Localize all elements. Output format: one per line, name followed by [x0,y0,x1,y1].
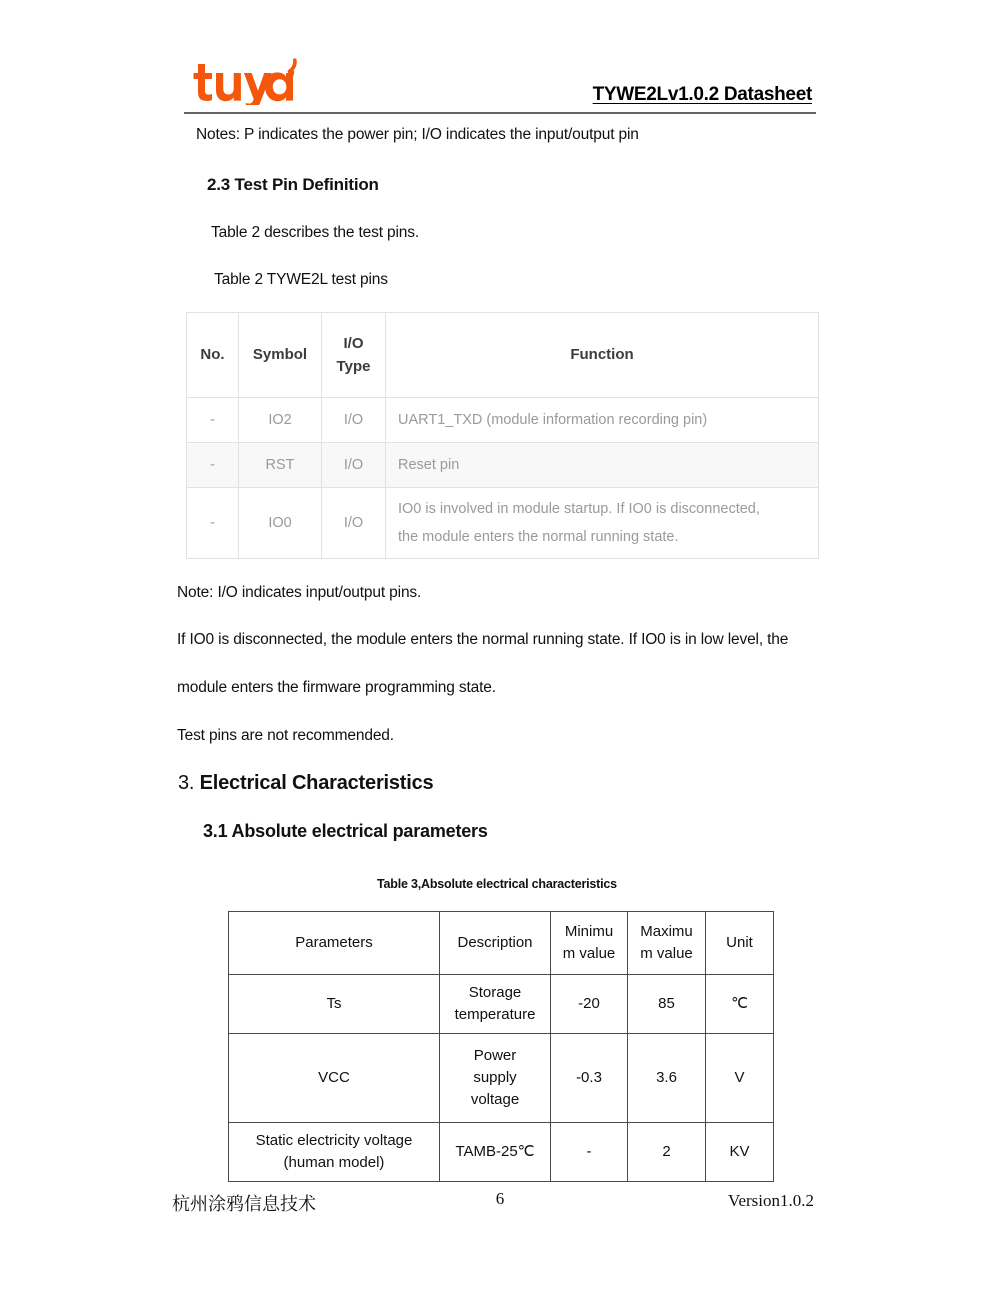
page-header [0,0,1000,115]
table3-r1-maximum: 85 [628,975,706,1034]
table2-r2-io-type: I/O [322,443,386,488]
footer-version: Version1.0.2 [728,1191,814,1210]
table2-r3-function-line2: the module enters the normal running state. [398,529,679,545]
io0-paragraph-line-2: module enters the firmware programming state. [177,679,496,696]
table3-r2-description-line3: voltage [470,1090,520,1108]
table3-r3-parameter-line1: Static electricity voltage [255,1132,413,1150]
table3-col-min-line1: Minimu [564,923,614,941]
table2-col-function: Function [386,313,819,398]
table3-col-parameters: Parameters [229,912,440,975]
table3-r2-unit: V [706,1034,774,1123]
table3-col-maximum-value [628,912,706,975]
table3-r2-description [440,1034,551,1123]
table2-col-io-type-line1: I/O [343,334,364,352]
table-row [229,1123,774,1182]
table3-col-unit: Unit [706,912,774,975]
footer-page-number: 6 [495,1189,505,1208]
table3-col-description: Description [440,912,551,975]
table3-r2-description-line1: Power [473,1047,517,1065]
table3-r3-parameter-line2: (human model) [283,1154,385,1171]
heading-2-3-test-pin-definition: 2.3 Test Pin Definition [207,175,379,194]
header-divider [184,112,816,114]
heading-3-1-absolute-electrical-parameters: 3.1 Absolute electrical parameters [203,821,488,841]
table3-r1-description-line2: temperature [454,1006,536,1023]
table-row [229,975,774,1034]
table3-r3-maximum: 2 [628,1123,706,1182]
table-row [187,443,819,488]
table-row [187,398,819,443]
table2-r2-symbol: RST [239,443,322,488]
table-row [187,488,819,559]
test-pins-note: Test pins are not recommended. [177,727,394,744]
table2-r3-function-line1: IO0 is involved in module startup. If IO0 is disconnected, [398,500,760,517]
table2-r1-no: - [187,398,239,443]
table2-r2-no: - [187,443,239,488]
heading-3-number: 3. [178,772,195,794]
table3-col-max-line2: m value [640,945,693,962]
table2-r1-function: UART1_TXD (module information recording pin) [386,398,819,443]
table3-r1-unit: ℃ [706,975,774,1034]
table3-col-min-line2: m value [562,945,616,962]
table2-r1-symbol: IO2 [239,398,322,443]
table2-r3-no: - [187,488,239,559]
table3-col-minimum-value [551,912,628,975]
tuya-logo [190,57,300,105]
document-title: TYWE2Lv1.0.2 Datasheet [592,84,812,105]
table2-col-symbol: Symbol [239,313,322,398]
table3-r3-description: TAMB-25℃ [440,1123,551,1182]
heading-3-label: Electrical Characteristics [199,772,434,794]
table3-r2-description-line2: supply [473,1069,517,1087]
table2-col-io-type [322,313,386,398]
table3-r3-parameter [229,1123,440,1182]
note-io-indicates: Note: I/O indicates input/output pins. [177,584,422,601]
table-absolute-electrical-characteristics [228,911,774,1182]
table3-r1-description [440,975,551,1034]
table-row [229,1034,774,1123]
table3-r1-minimum: -20 [551,975,628,1034]
table2-r3-io-type: I/O [322,488,386,559]
io0-paragraph-line-1: If IO0 is disconnected, the module enters the normal running state. If IO0 is in low level, the [177,631,789,648]
table2-r3-function [386,488,819,559]
table3-r3-unit: KV [706,1123,774,1182]
table-header-row [187,313,819,398]
table3-r2-maximum: 3.6 [628,1034,706,1123]
table3-r3-minimum: - [551,1123,628,1182]
table3-caption: Table 3,Absolute electrical characteristics [377,877,617,891]
table2-col-no: No. [187,313,239,398]
table-test-pins [186,312,819,559]
table2-r3-symbol: IO0 [239,488,322,559]
table3-r1-description-line1: Storage [468,984,522,1002]
heading-3-electrical-characteristics [178,772,433,795]
table2-col-io-type-line2: Type [336,358,371,375]
footer-company-name: 杭州涂鸦信息技术 [172,1194,316,1215]
notes-power-pin-line: Notes: P indicates the power pin; I/O indicates the input/output pin [196,126,639,143]
table3-r2-minimum: -0.3 [551,1034,628,1123]
table2-caption: Table 2 TYWE2L test pins [214,271,388,288]
table3-r1-parameter: Ts [229,975,440,1034]
table3-col-max-line1: Maximu [640,923,693,941]
table2-r1-io-type: I/O [322,398,386,443]
table3-r2-parameter: VCC [229,1034,440,1123]
table2-intro-text: Table 2 describes the test pins. [211,224,420,241]
table2-r2-function: Reset pin [386,443,819,488]
table-header-row [229,912,774,975]
